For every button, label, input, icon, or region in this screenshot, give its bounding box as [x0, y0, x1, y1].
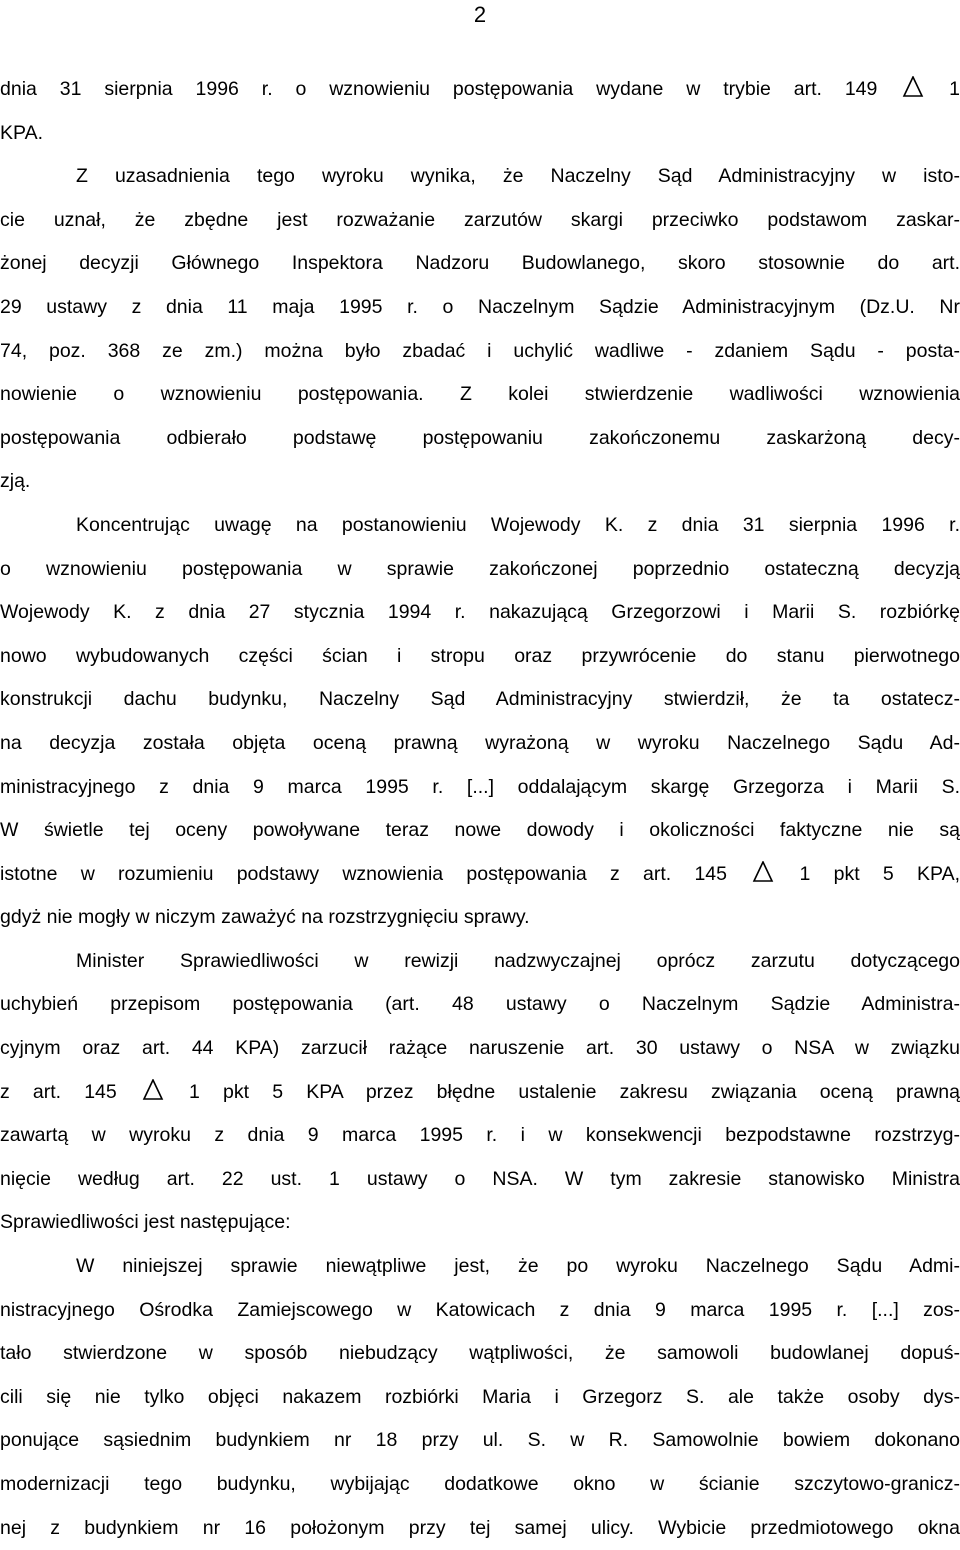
text-line-continuation: 1 pkt 5 KPA, — [776, 862, 960, 885]
text-line — [0, 1201, 960, 1245]
text-line — [0, 940, 960, 984]
text-line — [0, 766, 960, 810]
text-line-content: ministracyjnego z dnia 9 marca 1995 r. [...] oddalającym skargę Grzegorza i Marii S. — [0, 775, 960, 798]
text-line — [0, 504, 960, 548]
text-line-content: Z uzasadnienia tego wyroku wynika, że Naczelny Sąd Administracyjny w isto- — [76, 165, 960, 188]
text-line-content: 29 ustawy z dnia 11 maja 1995 r. o Naczelnym Sądzie Administracyjnym (Dz.U. Nr — [0, 295, 960, 318]
text-line-content: KPA. — [0, 121, 43, 144]
text-line — [0, 286, 960, 330]
text-line — [0, 112, 960, 156]
text-line — [0, 896, 960, 940]
text-line-content: z art. 145 — [0, 1080, 140, 1103]
section-sign-icon — [142, 1079, 164, 1101]
text-line-content: tało stwierdzone w sposób niebudzący wątpliwości, że samowoli budowlanej dopuś- — [0, 1342, 960, 1365]
text-line-content: postępowania odbierało podstawę postępowaniu zakończonemu zaskarżoną decy- — [0, 426, 960, 449]
text-line — [0, 809, 960, 853]
text-line-content: gdyż nie mogły w niczym zaważyć na rozstrzygnięciu sprawy. — [0, 906, 530, 929]
text-line — [0, 853, 960, 897]
text-line-content: modernizacji tego budynku, wybijając dodatkowe okno w ścianie szczytowo-granicz- — [0, 1473, 960, 1495]
text-line-content: nowienie o wznowieniu postępowania. Z kolei stwierdzenie wadliwości wznowienia — [0, 383, 960, 406]
text-line — [0, 548, 960, 592]
text-line-content: żonej decyzji Głównego Inspektora Nadzoru Budowlanego, skoro stosownie do art. — [0, 252, 960, 275]
text-line — [0, 722, 960, 766]
section-sign-icon — [902, 76, 924, 98]
text-line — [0, 1071, 960, 1115]
text-line — [0, 983, 960, 1027]
text-line-content: na decyzja została objęta oceną prawną wyrażoną w wyroku Naczelnego Sądu Ad- — [0, 731, 960, 754]
page-number: 2 — [473, 2, 487, 27]
text-line-content: uchybień przepisom postępowania (art. 48 ustawy o Naczelnym Sądzie Administra- — [0, 993, 960, 1016]
text-line — [0, 1332, 960, 1376]
text-line-content: konstrukcji dachu budynku, Naczelny Sąd Administracyjny stwierdził, że ta ostatecz- — [0, 688, 960, 711]
text-line-content: W świetle tej oceny powoływane teraz nowe dowody i okoliczności faktyczne nie są — [0, 819, 960, 842]
text-line-content: cili się nie tylko objęci nakazem rozbiórki Maria i Grzegorz S. ale także osoby dys- — [0, 1385, 960, 1408]
text-line — [0, 417, 960, 461]
text-line — [0, 1245, 960, 1289]
text-line-content: o wznowieniu postępowania w sprawie zakończonej poprzednio ostateczną decyzją — [0, 557, 960, 580]
text-line-content: W niniejszej sprawie niewątpliwe jest, że po wyroku Naczelnego Sądu Admi- — [76, 1255, 960, 1278]
text-line-continuation: 1 pkt 5 KPA przez błędne ustalenie zakresu związania oceną prawną — [165, 1080, 960, 1103]
text-line-content: zją. — [0, 470, 31, 493]
text-line-content: nej z budynkiem nr 16 położonym przy tej samej ulicy. Wybicie przedmiotowego okna — [0, 1516, 960, 1539]
text-line — [0, 460, 960, 504]
text-line — [0, 68, 960, 112]
text-line — [0, 1376, 960, 1420]
text-line — [0, 1289, 960, 1333]
text-line-content: 74, poz. 368 ze zm.) można było zbadać i uchylić wadliwe - zdaniem Sądu - posta- — [0, 339, 960, 362]
text-line — [0, 1027, 960, 1071]
text-line-content: istotne w rozumieniu podstawy wznowienia postępowania z art. 145 — [0, 862, 751, 885]
text-line-content: nięcie według art. 22 ust. 1 ustawy o NSA. W tym zakresie stanowisko Ministra — [0, 1167, 960, 1190]
text-line — [0, 635, 960, 679]
text-line-content: zawartą w wyroku z dnia 9 marca 1995 r. i w konsekwencji bezpodstawne rozstrzyg- — [0, 1124, 960, 1147]
text-line-content: Wojewody K. z dnia 27 stycznia 1994 r. nakazującą Grzegorzowi i Marii S. rozbiórkę — [0, 601, 960, 624]
text-line — [0, 373, 960, 417]
text-line — [0, 199, 960, 243]
text-line — [0, 330, 960, 374]
section-sign-icon — [752, 861, 774, 883]
document-body — [0, 68, 960, 1550]
text-line-content: cyjnym oraz art. 44 KPA) zarzucił rażące naruszenie art. 30 ustawy o NSA w związku — [0, 1037, 960, 1060]
text-line-content: ponujące sąsiednim budynkiem nr 18 przy ul. S. w R. Samowolnie bowiem dokonano — [0, 1429, 960, 1452]
text-line — [0, 155, 960, 199]
text-line — [0, 678, 960, 722]
text-line-content: Sprawiedliwości jest następujące: — [0, 1211, 291, 1234]
text-line-content: Koncentrując uwagę na postanowieniu Wojewody K. z dnia 31 sierpnia 1996 r. — [76, 513, 960, 536]
text-line — [0, 242, 960, 286]
text-line — [0, 1419, 960, 1463]
text-line-content: nistracyjnego Ośrodka Zamiejscowego w Katowicach z dnia 9 marca 1995 r. [...] zos- — [0, 1298, 960, 1321]
text-line — [0, 1114, 960, 1158]
text-line — [0, 1507, 960, 1550]
text-line-content: Minister Sprawiedliwości w rewizji nadzwyczajnej oprócz zarzutu dotyczącego — [76, 949, 960, 972]
text-line-continuation: 1 — [926, 78, 960, 100]
text-line-content: nowo wybudowanych części ścian i stropu oraz przywrócenie do stanu pierwotnego — [0, 644, 960, 667]
text-line-content: dnia 31 sierpnia 1996 r. o wznowieniu postępowania wydane w trybie art. 149 — [0, 78, 901, 100]
text-line-content: cie uznał, że zbędne jest rozważanie zarzutów skargi przeciwko podstawom zaskar- — [0, 208, 960, 231]
text-line — [0, 1463, 960, 1507]
text-line — [0, 1158, 960, 1202]
text-line — [0, 591, 960, 635]
